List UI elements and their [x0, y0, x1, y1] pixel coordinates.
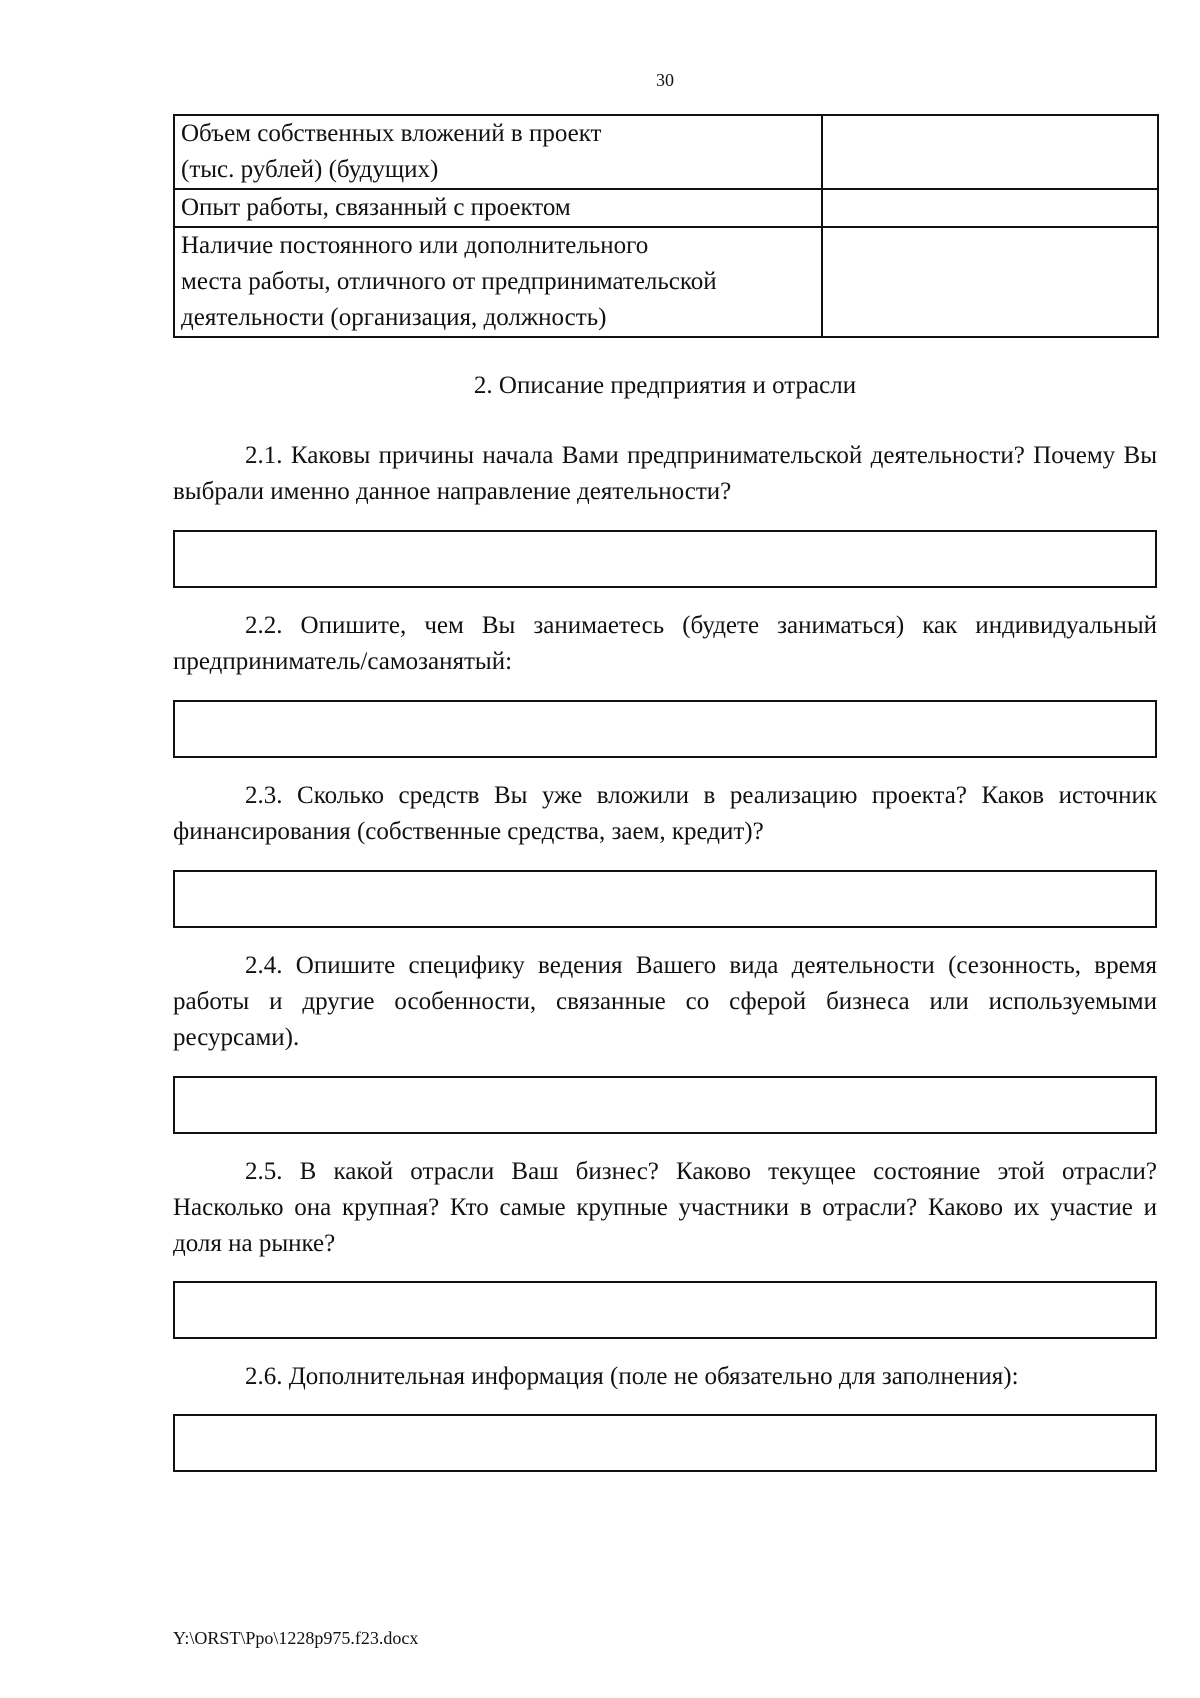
- question-2-1: 2.1. Каковы причины начала Вами предпринимательской деятельности? Почему Вы выбрали именно данное направление деятельности?: [173, 442, 1157, 505]
- table-row: [174, 115, 1158, 189]
- table-cell-label: Опыт работы, связанный с проектом: [174, 189, 822, 227]
- question-2-3: 2.3. Сколько средств Вы уже вложили в реализацию проекта? Каков источник финансирования (собственные средства, заем, кредит)?: [173, 782, 1157, 845]
- question-2-2: 2.2. Опишите, чем Вы занимаетесь (будете заниматься) как индивидуальный предприниматель/самозанятый:: [173, 612, 1157, 675]
- answer-box-2-1[interactable]: [173, 530, 1157, 588]
- page-number: 30: [656, 70, 674, 90]
- table-row: [174, 189, 1158, 227]
- table-row: [174, 227, 1158, 337]
- answer-box-2-5[interactable]: [173, 1281, 1157, 1339]
- answer-box-2-3[interactable]: [173, 870, 1157, 928]
- table-cell-label: Объем собственных вложений в проект (тыс. рублей) (будущих): [174, 115, 822, 189]
- question-2-5: 2.5. В какой отрасли Ваш бизнес? Каково текущее состояние этой отрасли? Насколько она крупная? Кто самые крупные участники в отрасли? Каково их участие и доля на рынке?: [173, 1158, 1157, 1257]
- info-table: [173, 114, 1159, 338]
- table-cell-label: Наличие постоянного или дополнительного места работы, отличного от предпринимательской деятельности (организация, должность): [174, 227, 822, 337]
- question-2-4: 2.4. Опишите специфику ведения Вашего вида деятельности (сезонность, время работы и другие особенности, связанные со сферой бизнеса или используемыми ресурсами).: [173, 952, 1157, 1051]
- question-2-6: 2.6. Дополнительная информация (поле не обязательно для заполнения):: [245, 1363, 1019, 1390]
- table-cell-value[interactable]: [822, 189, 1158, 227]
- footer-file-path: Y:\ORST\Ppo\1228p975.f23.docx: [173, 1628, 419, 1648]
- section-title: 2. Описание предприятия и отрасли: [473, 372, 857, 399]
- answer-box-2-2[interactable]: [173, 700, 1157, 758]
- answer-box-2-4[interactable]: [173, 1076, 1157, 1134]
- table-cell-value[interactable]: [822, 115, 1158, 189]
- answer-box-2-6[interactable]: [173, 1414, 1157, 1472]
- table-cell-value[interactable]: [822, 227, 1158, 337]
